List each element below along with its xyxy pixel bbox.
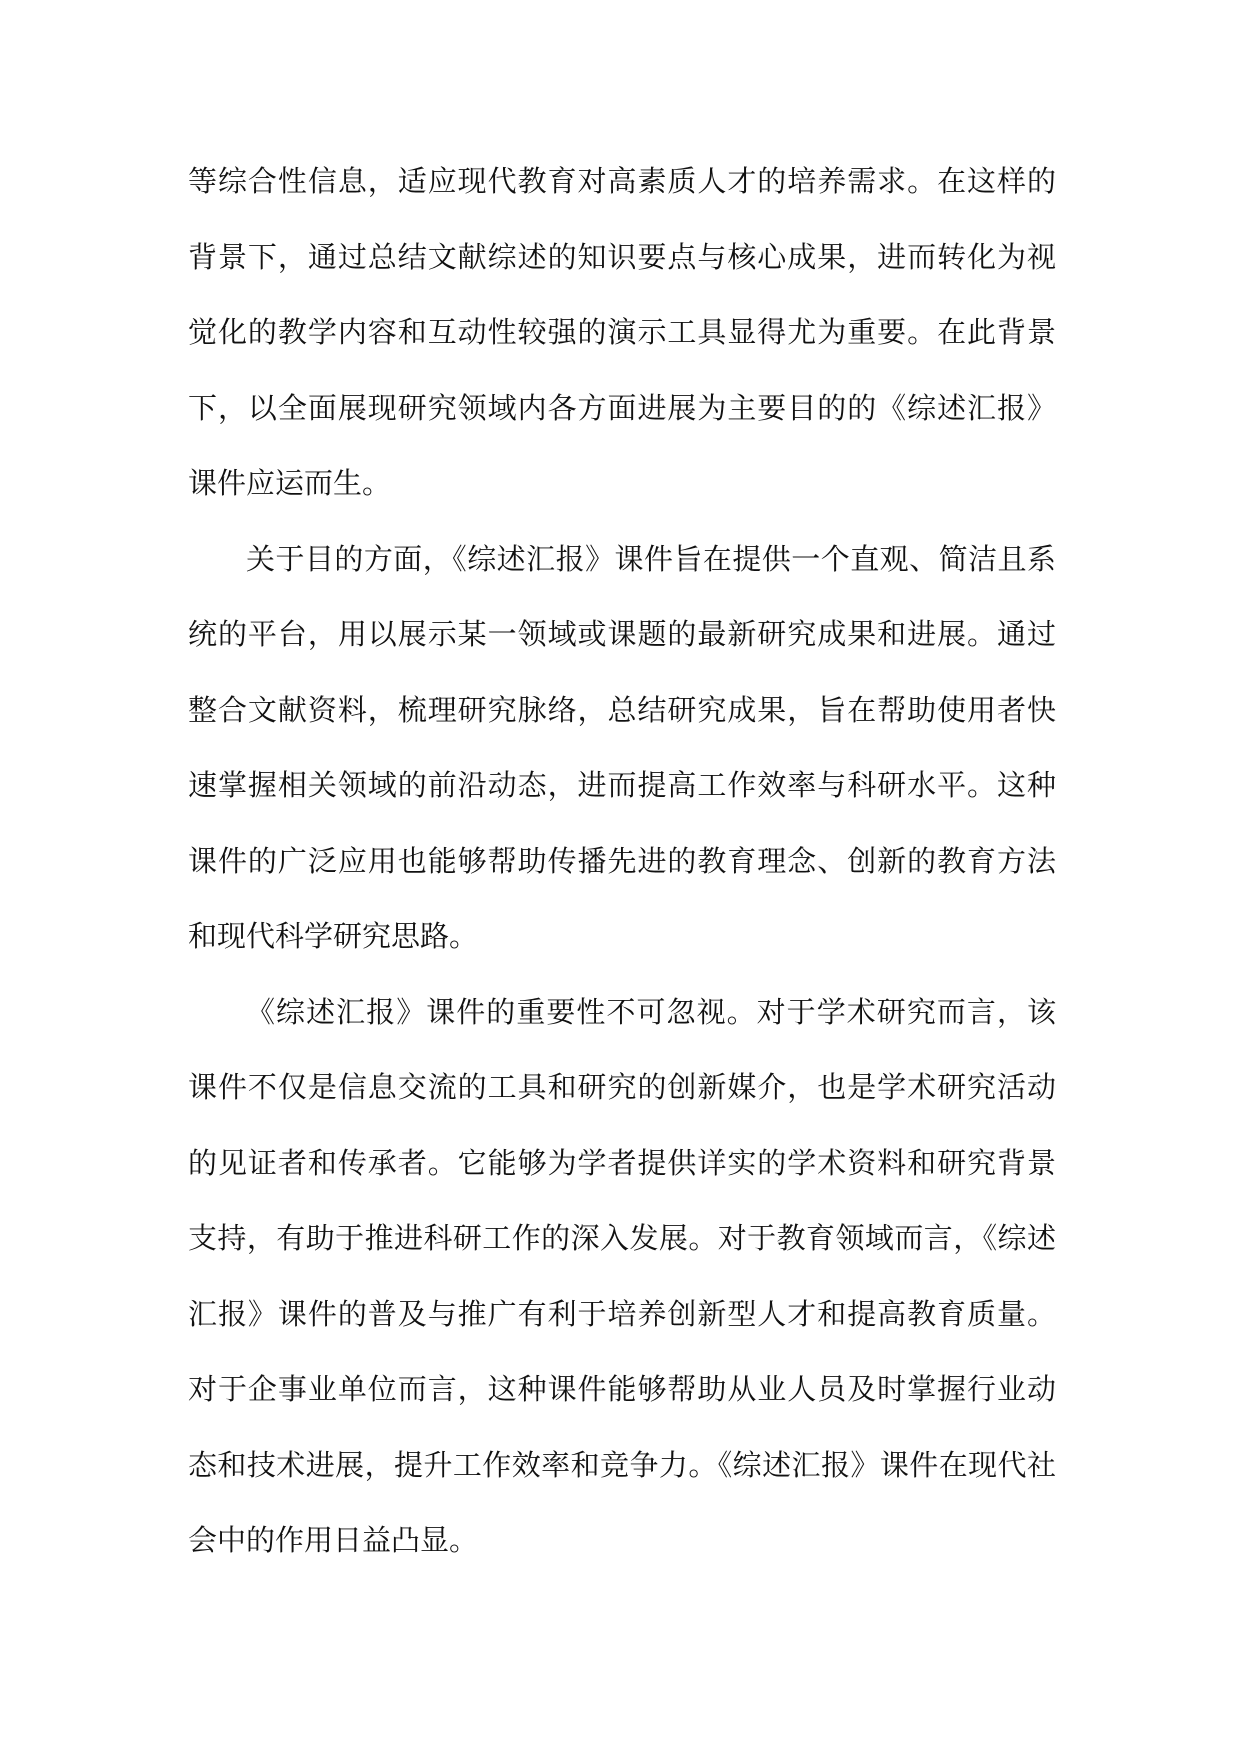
paragraph-3: 《综述汇报》课件的重要性不可忽视。对于学术研究而言，该课件不仅是信息交流的工具和研究的创新媒介，也是学术研究活动的见证者和传承者。它能够为学者提供详实的学术资料和研究背景支持，有助于推进科研工作的深入发展。对于教育领域而言，《综述汇报》课件的普及与推广有利于培养创新型人才和提高教育质量。对于企事业单位而言，这种课件能够帮助从业人员及时掌握行业动态和技术进展，提升工作效率和竞争力。《综述汇报》课件在现代社会中的作用日益凸显。 [188, 994, 1056, 1557]
paragraph-2: 关于目的方面，《综述汇报》课件旨在提供一个直观、简洁且系统的平台，用以展示某一领域或课题的最新研究成果和进展。通过整合文献资料，梳理研究脉络，总结研究成果，旨在帮助使用者快速掌握相关领域的前沿动态，进而提高工作效率与科研水平。这种课件的广泛应用也能够帮助传播先进的教育理念、创新的教育方法和现代科学研究思路。 [188, 541, 1056, 953]
paragraph-1: 等综合性信息，适应现代教育对高素质人才的培养需求。在这样的背景下，通过总结文献综述的知识要点与核心成果，进而转化为视觉化的教学内容和互动性较强的演示工具显得尤为重要。在此背景下，以全面展现研究领域内各方面进展为主要目的的《综述汇报》课件应运而生。 [188, 164, 1056, 500]
document-body [188, 144, 1056, 1579]
